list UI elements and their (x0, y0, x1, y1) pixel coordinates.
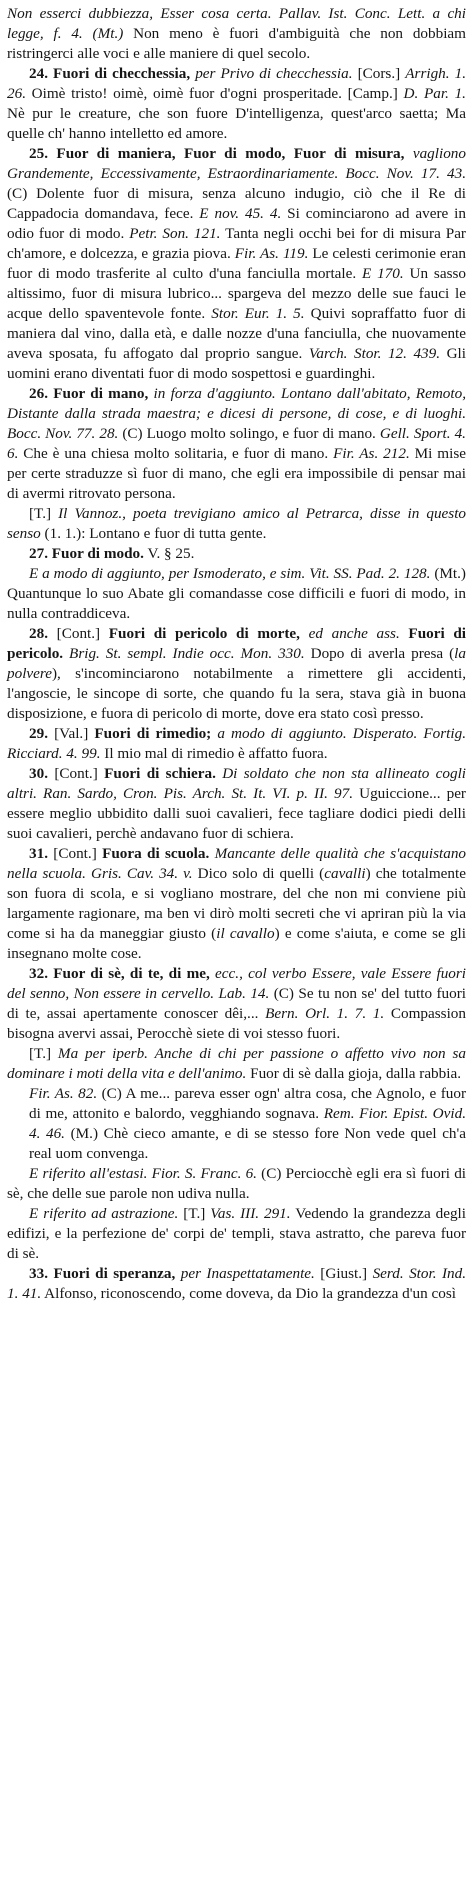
body-text: (C) Perciocchè egli era sì fuori di sè, che delle sue parole non udiva nulla. (7, 1165, 467, 1202)
entry-number: 32. (29, 965, 54, 982)
body-text: [T.] (29, 1045, 58, 1062)
entry-27-sub (7, 564, 466, 624)
body-text: Compassion bisogna avervi assai, Perocchè siete di voi stesso fuori. (7, 1005, 466, 1042)
italic-text: Serd. Stor. Ind. 1. 41. (7, 1265, 466, 1302)
entry-26 (7, 384, 466, 504)
entry-number: 30. (29, 765, 55, 782)
body-text: [Cont.] (53, 845, 103, 862)
italic-text: E a modo di aggiunto, per Ismoderato, e sim. Vit. SS. Pad. 2. 128. (29, 565, 431, 582)
body-text: [Cont.] (54, 765, 105, 782)
body-text: Alfonso, riconoscendo, come doveva, da Dio la grandezza d'un così (41, 1285, 456, 1302)
body-text: (M.) Chè cieco amante, e di se stesso fore Non vede quel ch'a real uom convenga. (29, 1125, 467, 1162)
body-text: Mi mise per certe straduzze sì fuor di mano, che egli era impossibile di pensar mai di avermi ritrovato persona. (7, 445, 466, 502)
body-text: [T.] (178, 1205, 211, 1222)
entry-headword: Fuori di rimedio; (94, 725, 212, 742)
body-text: Quivi sopraffatto fuor di maniera dal vino, dalla età, e dalle nozze d'una fanciulla, che nuovamente aveva sposata, fu affogato dal proprio sangue. (7, 305, 466, 362)
body-text: V. § 25. (143, 545, 195, 562)
entry-32-note (7, 1044, 466, 1084)
italic-text: Petr. Son. 121. (129, 225, 221, 242)
entry-25 (7, 144, 466, 384)
entry-number: 28. (29, 625, 57, 642)
entry-30 (7, 764, 466, 844)
italic-text: in forza d'aggiunto. Lontano dall'abitato, Remoto, Distante dalla strada maestra; e dicesi di persone, di cose, e di luoghi. Bocc. Nov. 77. 28. (7, 385, 466, 442)
entry-33 (7, 1264, 466, 1304)
italic-text: Arrigh. 1. 26. (7, 65, 467, 102)
body-text: Un sasso altissimo, fuor di misura lubrico... spargeva del mezzo delle sue fauci le acque dello spaventevole fonte. (7, 265, 466, 322)
entry-headword: Fuori di schiera. (104, 765, 216, 782)
italic-text: Brig. St. sempl. Indie occ. Mon. 330. (63, 645, 305, 662)
body-text: Le celesti cerimonie eran fuor di modo trasferite al culto d'una fanciulla mortale. (7, 245, 467, 282)
entry-headword: Fuori di speranza, (53, 1265, 176, 1282)
entry-headword: Fuor di mano, (53, 385, 149, 402)
italic-text: Fir. As. 119. (234, 245, 309, 262)
italic-text: Il Vannoz., poeta trevigiano amico al Petrarca, disse in questo senso (7, 505, 467, 542)
body-text: (C) Dolente fuor di misura, senza alcuno indugio, ciò che il Re di Cappadocia domandava, fece. (7, 185, 466, 222)
entry-number: 33. (29, 1265, 54, 1282)
entry-continuation (7, 4, 466, 64)
italic-text: ed anche ass. (299, 625, 400, 642)
entry-29 (7, 724, 466, 764)
italic-text: il cavallo (216, 925, 275, 942)
italic-text: Mancante delle qualità che s'acquistano nella scuola. Gris. Cav. 34. v. (7, 845, 467, 882)
italic-text: ecc., col verbo Essere, vale Essere fuori del senno, Non essere in cervello. Lab. 14. (7, 965, 467, 1002)
body-text: (C) A me... pareva esser ogn' altra cosa, che Agnolo, e fuor di me, attonito e balordo, vegghiando sognava. (29, 1085, 466, 1122)
body-text: [Cont.] (56, 625, 109, 642)
body-text: Non meno è fuori d'ambiguità che non dobbiam ristringerci alle voci e alle maniere di quel secolo. (7, 25, 466, 62)
body-text: Fuor di sè dalla gioja, dalla rabbia. (246, 1065, 461, 1082)
body-text: (Mt.) Quantunque lo suo Abate gli comandasse cose difficili e fuori di modo, in nulla contraddiceva. (7, 565, 466, 622)
italic-text: E 170. (362, 265, 404, 282)
body-text: Che è una chiesa molto solitaria, e fuor di mano. (18, 445, 334, 462)
italic-text: per Inaspettatamente. (175, 1265, 315, 1282)
entry-number: 27. (29, 545, 52, 562)
body-text: Dico solo di quelli ( (192, 865, 325, 882)
entry-32-estasi (7, 1164, 466, 1204)
entry-headword: Fuor di modo. (51, 545, 144, 562)
italic-text: per Privo di checchessia. (190, 65, 353, 82)
entry-number: 25. (29, 145, 57, 162)
body-text: Vedendo la grandezza degli edifizi, e la perfezione de' corpi de' templi, stava astratto, che pareva fuor di sè. (7, 1205, 466, 1262)
italic-text: Gell. Sport. 4. 6. (7, 425, 466, 462)
entry-32-astrazione (7, 1204, 466, 1264)
entry-headword: Fuor di sè, di te, di me, (53, 965, 210, 982)
entry-number: 29. (29, 725, 55, 742)
entry-26-note (7, 504, 466, 544)
body-text: ), s'incominciarono notabilmente a rimettere gli accidenti, l'angoscie, le sincope di sorte, che quando fu la sera, stava già in buona disposizione, e fuora di pericolo di morte, dove era stato così presso. (7, 665, 466, 722)
entry-32-cit-fir (7, 1084, 466, 1164)
italic-text: la polvere (7, 645, 466, 682)
entry-headword: Fuor di maniera, Fuor di modo, Fuor di misura, (56, 145, 405, 162)
body-text: Gli uomini erano diventati fuor di modo sospettosi e guardinghi. (7, 345, 466, 382)
italic-text: Di soldato che non sta allineato cogli altri. Ran. Sardo, Cron. Pis. Arch. St. It. VI. p. II. 97. (7, 765, 467, 802)
body-text: (1. 1.): Lontano e fuor di tutta gente. (40, 525, 267, 542)
body-text: [Cors.] (352, 65, 406, 82)
italic-text: D. Par. 1. (403, 85, 466, 102)
body-text: Tanta negli occhi bei for di misura Par ch'amore, e dolcezza, e grazia piova. (7, 225, 466, 262)
body-text: [Val.] (54, 725, 95, 742)
entry-number: 24. (29, 65, 54, 82)
body-text: ) e come s'aiuta, e come se gli insegnano molte cose. (7, 925, 466, 962)
body-text: [Giust.] (314, 1265, 373, 1282)
body-text: Uguiccione... per essere meglio ubbidito dalli suoi cavalieri, fece tagliare dodici piedi delli suoi cavalieri, perchè andavano fuor di schiera. (7, 785, 466, 842)
entry-headword: Fuori di checchessia, (53, 65, 191, 82)
entry-31 (7, 844, 466, 964)
italic-text: Varch. Stor. 12. 439. (308, 345, 441, 362)
italic-text: E riferito ad astrazione. (29, 1205, 179, 1222)
entry-number: 31. (29, 845, 54, 862)
body-text: Dopo di averla presa ( (304, 645, 455, 662)
italic-text: Fir. As. 212. (333, 445, 410, 462)
body-text: [T.] (29, 505, 59, 522)
italic-text: Ma per iperb. Anche di chi per passione o affetto vivo non sa dominare i moti della vita e dell'animo. (7, 1045, 466, 1082)
entry-headword: Fuora di scuola. (102, 845, 210, 862)
italic-text: Fir. As. 82. (29, 1085, 98, 1102)
italic-text: vagliono Grandemente, Eccessivamente, Estraordinariamente. Bocc. Nov. 17. 43. (7, 145, 466, 182)
entry-28 (7, 624, 466, 724)
italic-text: E nov. 45. 4. (199, 205, 282, 222)
entry-24 (7, 64, 466, 144)
entry-number: 26. (29, 385, 54, 402)
italic-text: Bern. Orl. 1. 7. 1. (265, 1005, 385, 1022)
italic-text: E riferito all'estasi. Fior. S. Franc. 6. (29, 1165, 257, 1182)
body-text: (C) Luogo molto solingo, e fuor di mano. (118, 425, 380, 442)
body-text: Il mio mal di rimedio è affatto fuora. (100, 745, 328, 762)
italic-text: a modo di aggiunto. Disperato. Fortig. Ricciard. 4. 99. (7, 725, 467, 762)
body-text: Nè pur le creature, che son fuore D'intelligenza, quest'arco saetta; Ma quelle ch' hanno intelletto ed amore. (7, 105, 466, 142)
italic-text: Rem. Fior. Epist. Ovid. 4. 46. (29, 1105, 467, 1142)
entry-32 (7, 964, 466, 1044)
italic-text: Vas. III. 291. (210, 1205, 291, 1222)
body-text: ) che totalmente son fuora di scola, e si vogliano mostrare, del che non mi conviene più largamente ragionare, ma ben vi dirò molti secreti che vi apriran più la via come si ha da maneggiar giusto ( (7, 865, 466, 942)
body-text: Oimè tristo! oimè, oimè fuor d'ogni prosperitade. [Camp.] (25, 85, 404, 102)
body-text: Si cominciarono ad avere in odio fuor di modo. (7, 205, 466, 242)
italic-text: Stor. Eur. 1. 5. (211, 305, 305, 322)
entry-headword: Fuori di pericolo. (7, 625, 467, 662)
body-text: (C) Se tu non se' del tutto fuori di te, assai apertamente conoscer dêi,... (7, 985, 466, 1022)
italic-text: cavalli (324, 865, 366, 882)
entry-headword: Fuori di pericolo di morte, (108, 625, 300, 642)
italic-text: Non esserci dubbiezza, Esser cosa certa. Pallav. Ist. Conc. Lett. a chi legge, f. 4. (Mt.) (7, 5, 466, 42)
entry-27 (7, 544, 466, 564)
